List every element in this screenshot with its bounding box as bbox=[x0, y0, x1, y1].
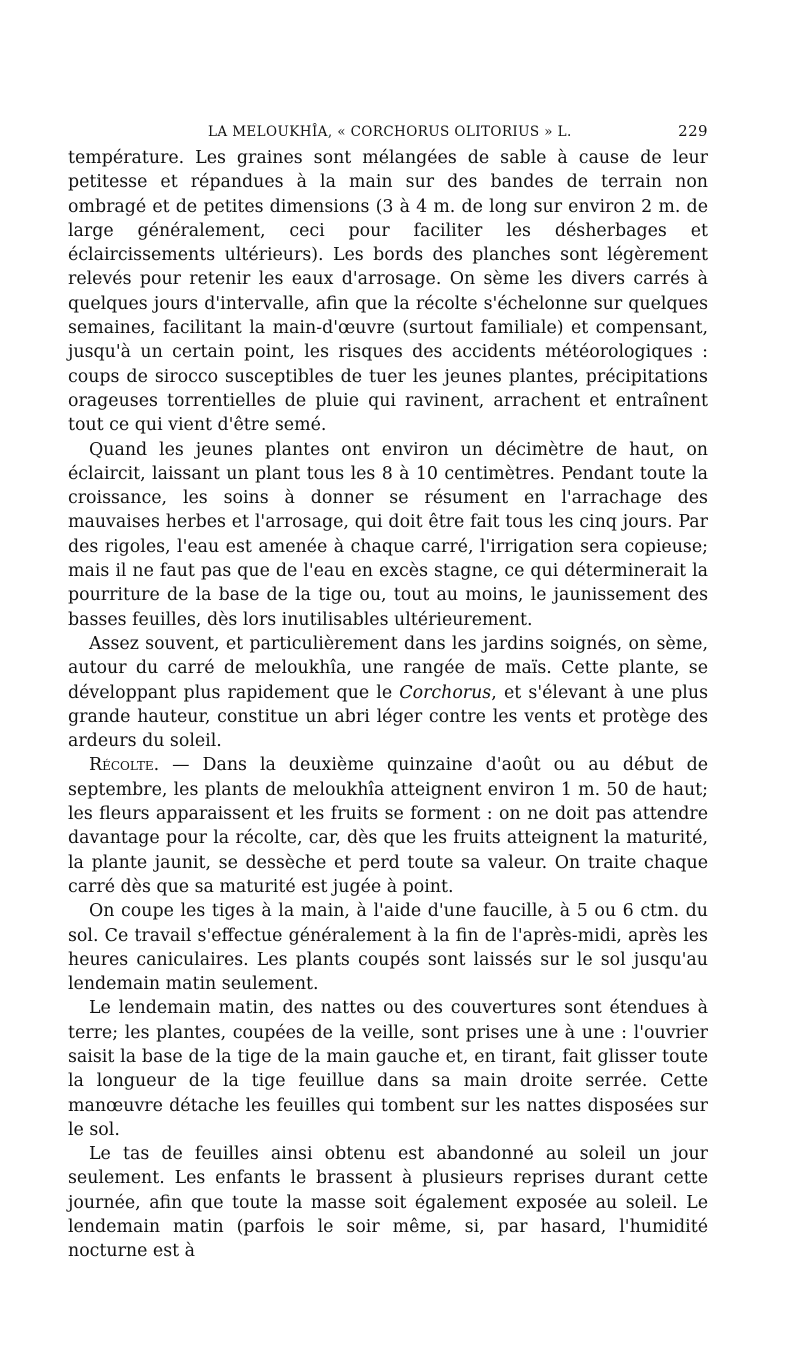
page-number: 229 bbox=[678, 122, 708, 140]
section-lead-recolte: Récolte. bbox=[89, 755, 160, 776]
paragraph-7: Le tas de feuilles ainsi obtenu est abandonné au soleil un jour seulement. Les enfants le brassent à plusieurs reprises durant cette journée, afin que toute la masse soit également exposée au soleil. Le lendemain matin (parfois le soir même, si, par hasard, l'humidité nocturne est à bbox=[68, 1144, 708, 1262]
paragraph-2: Quand les jeunes plantes ont environ un décimètre de haut, on éclaircit, laissant un plant tous les 8 à 10 centimètres. Pendant toute la croissance, les soins à donner se résument en l'arrachage des mauvaises herbes et l'arrosage, qui doit être fait tous les cinq jours. Par des rigoles, l'eau est amenée à chaque carré, l'irrigation sera copieuse; mais il ne faut pas que de l'eau en excès stagne, ce qui déterminerait la pourriture de la base de la tige ou, tout au moins, le jaunissement des basses feuilles, dès lors inutilisables ultérieurement. bbox=[68, 439, 708, 630]
running-title: LA MELOUKHÎA, « CORCHORUS OLITORIUS » L. bbox=[208, 124, 572, 140]
paragraph-3-text-b: , et s'élevant à une plus grande hauteur, constitue un abri léger contre les vents et protège des ardeurs du soleil. bbox=[68, 682, 708, 752]
running-header bbox=[68, 118, 708, 146]
paragraph-3-genus-italic: Corchorus bbox=[399, 682, 492, 703]
paragraph-4-text: — Dans la deuxième quinzaine d'août ou au début de septembre, les plants de meloukhîa atteignent environ 1 m. 50 de haut; les fleurs apparaissent et les fruits se forment : on ne doit pas attendre davantage pour la récolte, car, dès que les fruits atteignent la maturité, la plante jaunit, se dessèche et perd toute sa valeur. On traite chaque carré dès que sa maturité est jugée à point. bbox=[68, 755, 708, 897]
paragraph-3-text-a: Assez souvent, et particulièrement dans les jardins soignés, on sème, autour du carré de meloukhîa, une rangée de maïs. Cette plante, se développant plus rapidement que le bbox=[68, 633, 708, 703]
paragraph-5: On coupe les tiges à la main, à l'aide d'une faucille, à 5 ou 6 ctm. du sol. Ce travail s'effectue généralement à la fin de l'après-midi, après les heures caniculaires. Les plants coupés sont laissés sur le sol jusqu'au lendemain matin seulement. bbox=[68, 901, 708, 995]
paragraph-4 bbox=[68, 753, 708, 899]
paragraph-1: température. Les graines sont mélangées de sable à cause de leur petitesse et répandues à la main sur des bandes de terrain non ombragé et de petites dimensions (3 à 4 m. de long sur environ 2 m. de large généralement, ceci pour faciliter les désherbages et éclaircissements ultérieurs). Les bords des planches sont légèrement relevés pour retenir les eaux d'arrosage. On sème les divers carrés à quelques jours d'intervalle, afin que la récolte s'échelonne sur quelques semaines, facilitant la main-d'œuvre (surtout familiale) et compensant, jusqu'à un certain point, les risques des accidents météorologiques : coups de sirocco susceptibles de tuer les jeunes plantes, précipitations orageuses torrentielles de pluie qui ravinent, arrachent et entraînent tout ce qui vient d'être semé. bbox=[68, 148, 708, 436]
paragraph-6: Le lendemain matin, des nattes ou des couvertures sont étendues à terre; les plantes, coupées de la veille, sont prises une à une : l'ouvrier saisit la base de la tige de la main gauche et, en tirant, fait glisser toute la longueur de la tige feuillue dans sa main droite serrée. Cette manœuvre détache les feuilles qui tombent sur les nattes disposées sur le sol. bbox=[68, 998, 708, 1140]
book-page bbox=[68, 118, 708, 1264]
paragraph-3 bbox=[68, 632, 708, 753]
